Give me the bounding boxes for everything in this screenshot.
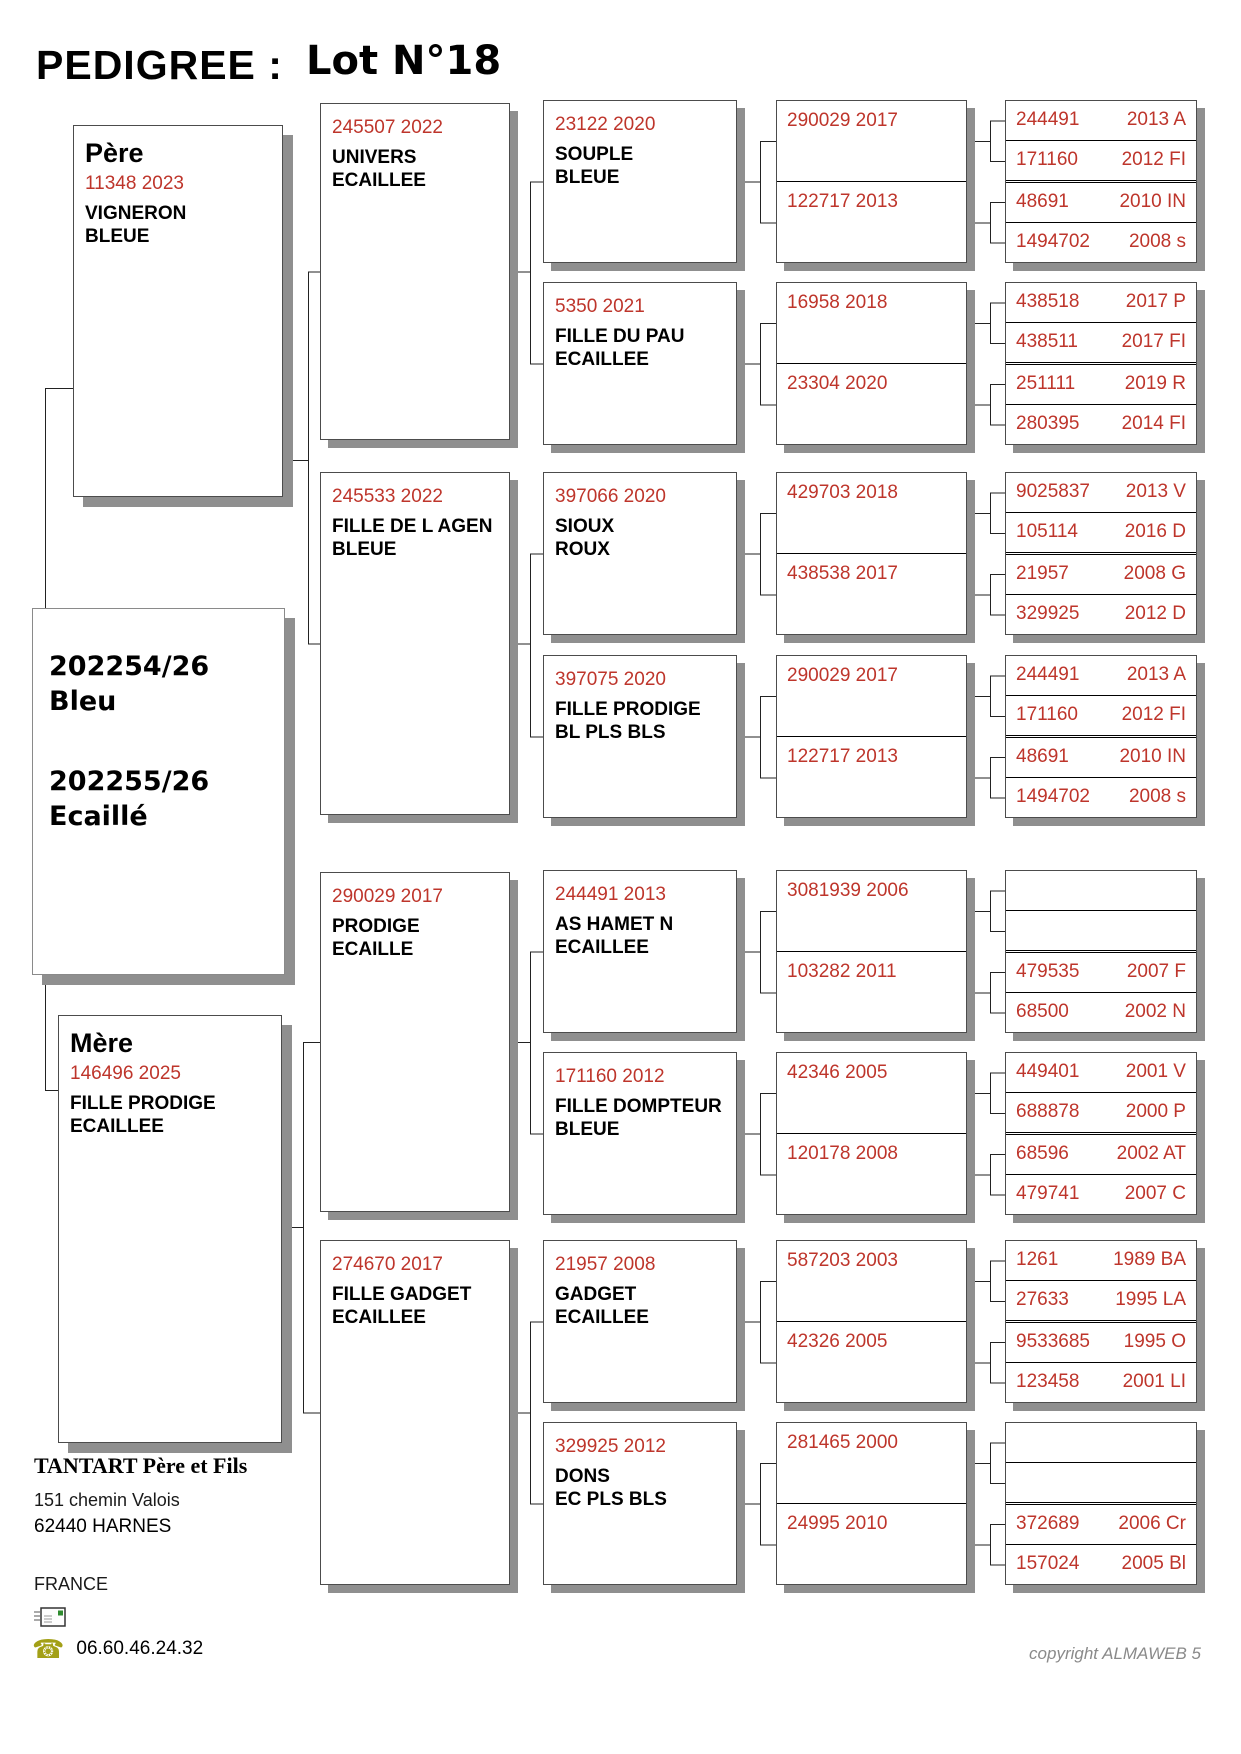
gen4-ancestor-cell xyxy=(777,1053,966,1134)
ring-number: 48691 xyxy=(1016,746,1069,767)
ring-number: 1494702 xyxy=(1016,231,1090,252)
ring-number: 157024 xyxy=(1016,1553,1080,1574)
ring-year-suffix: 2001 LI xyxy=(1122,1371,1186,1392)
ring-year-suffix: 2013 A xyxy=(1126,109,1186,130)
ring-number: 5350 2021 xyxy=(555,296,645,317)
ring-number: 1261 xyxy=(1016,1249,1059,1270)
ring-year-suffix: 2019 R xyxy=(1124,373,1186,394)
ring-number: 251111 xyxy=(1016,373,1076,394)
bird-name-line: UNIVERS xyxy=(332,147,417,168)
ring-number: 397075 2020 xyxy=(555,669,666,690)
ring-number: 122717 2013 xyxy=(787,745,898,767)
ring-year-suffix: 2001 V xyxy=(1125,1061,1186,1082)
gen2-ancestor-box xyxy=(320,103,510,440)
gen5-ancestor-row xyxy=(1006,778,1196,817)
ring-number: 245533 2022 xyxy=(332,486,443,507)
gen5-ancestor-row xyxy=(1006,1135,1196,1175)
gen5-ancestor-row xyxy=(1006,696,1196,738)
copyright-note: copyright ALMAWEB 5 xyxy=(1029,1644,1201,1663)
gen4-ancestor-cell xyxy=(777,364,966,445)
ring-number: 290029 2017 xyxy=(332,886,443,907)
gen5-ancestor-box xyxy=(1005,1422,1197,1585)
mother-box xyxy=(58,1015,282,1443)
gen4-ancestor-cell xyxy=(777,473,966,554)
gen4-ancestor-cell xyxy=(777,871,966,952)
gen4-ancestor-cell xyxy=(777,554,966,635)
gen4-ancestor-cell xyxy=(777,182,966,263)
ring-number: 280395 xyxy=(1016,413,1080,434)
ring-number: 244491 2013 xyxy=(555,884,666,905)
gen3-ancestor-box xyxy=(543,655,737,818)
ring-year-suffix: 2002 N xyxy=(1124,1001,1186,1022)
owner-country: FRANCE xyxy=(34,1574,109,1594)
subject-color: Ecaillé xyxy=(49,801,148,832)
ring-number: 290029 2017 xyxy=(787,110,898,131)
ring-year-suffix: 2013 V xyxy=(1125,481,1186,502)
gen5-ancestor-row xyxy=(1006,656,1196,696)
ring-year-suffix: 2008 s xyxy=(1128,231,1186,252)
gen2-ancestor-box xyxy=(320,472,510,815)
gen5-ancestor-row xyxy=(1006,1281,1196,1323)
ring-year-suffix: 2002 AT xyxy=(1116,1143,1186,1164)
gen5-ancestor-row xyxy=(1006,1463,1196,1505)
gen5-ancestor-row xyxy=(1006,911,1196,953)
gen4-ancestor-cell xyxy=(777,737,966,818)
ring-number: 120178 2008 xyxy=(787,1142,898,1164)
bird-name-line: ECAILLEE xyxy=(70,1116,164,1137)
gen5-ancestor-row xyxy=(1006,1323,1196,1363)
gen5-ancestor-row xyxy=(1006,1241,1196,1281)
ring-year-suffix: 2014 FI xyxy=(1121,413,1186,434)
ring-number: 274670 2017 xyxy=(332,1254,443,1275)
gen5-ancestor-row xyxy=(1006,365,1196,405)
bird-name-line: FILLE GADGET xyxy=(332,1284,472,1305)
ring-number: 9025837 xyxy=(1016,481,1090,502)
father-box xyxy=(73,125,283,497)
gen5-ancestor-row xyxy=(1006,141,1196,183)
bird-name xyxy=(332,515,498,561)
ring-year-suffix: 2013 A xyxy=(1126,664,1186,685)
ring-number: 105114 xyxy=(1016,521,1078,542)
ring-year-suffix: 2005 Bl xyxy=(1121,1553,1186,1574)
gen5-ancestor-box xyxy=(1005,472,1197,635)
owner-address-line2: 62440 HARNES xyxy=(34,1516,172,1537)
gen3-ancestor-box xyxy=(543,100,737,263)
gen5-ancestor-box xyxy=(1005,282,1197,445)
bird-name-line: BLEUE xyxy=(85,226,150,247)
bird-name-line: FILLE DU PAU xyxy=(555,326,685,347)
bird-name-line: GADGET xyxy=(555,1284,637,1305)
gen5-ancestor-row xyxy=(1006,323,1196,365)
gen5-ancestor-row xyxy=(1006,871,1196,911)
gen4-ancestor-cell xyxy=(777,952,966,1033)
bird-name xyxy=(332,1283,498,1329)
ring-number: 329925 2012 xyxy=(555,1436,666,1457)
bird-name xyxy=(555,913,725,959)
bird-name-line: ECAILLEE xyxy=(555,349,649,370)
ring-number: 122717 2013 xyxy=(787,190,898,212)
bird-name-line: ECAILLEE xyxy=(555,1307,649,1328)
gen4-ancestor-box xyxy=(776,1422,967,1585)
ring-number: 587203 2003 xyxy=(787,1250,898,1271)
gen4-ancestor-cell xyxy=(777,1322,966,1403)
ring-number: 171160 xyxy=(1016,149,1078,170)
gen5-ancestor-row xyxy=(1006,223,1196,262)
ring-number: 438538 2017 xyxy=(787,562,898,584)
ring-number: 171160 xyxy=(1016,704,1078,725)
mother-label: Mère xyxy=(70,1028,134,1058)
gen4-ancestor-cell xyxy=(777,1241,966,1322)
gen5-ancestor-row xyxy=(1006,1363,1196,1402)
ring-number: 68596 xyxy=(1016,1143,1069,1164)
bird-name-line: FILLE DE L AGEN xyxy=(332,516,493,537)
ring-year-suffix: 2017 FI xyxy=(1121,331,1186,352)
gen5-ancestor-row xyxy=(1006,283,1196,323)
gen5-ancestor-row xyxy=(1006,738,1196,778)
ring-year-suffix: 2000 P xyxy=(1125,1101,1186,1122)
bird-name-line: FILLE DOMPTEUR xyxy=(555,1096,722,1117)
gen5-ancestor-row xyxy=(1006,993,1196,1032)
gen2-ancestor-box xyxy=(320,872,510,1212)
bird-name-line: FILLE PRODIGE xyxy=(555,699,701,720)
bird-name-line: ECAILLEE xyxy=(332,1307,426,1328)
gen5-ancestor-box xyxy=(1005,655,1197,818)
ring-number: 479741 xyxy=(1016,1183,1080,1204)
gen4-ancestor-box xyxy=(776,870,967,1033)
gen5-ancestor-row xyxy=(1006,513,1196,555)
ring-number: 103282 2011 xyxy=(787,960,897,982)
gen5-ancestor-box xyxy=(1005,870,1197,1033)
bird-name-line: VIGNERON xyxy=(85,203,187,224)
ring-number: 21957 2008 xyxy=(555,1254,656,1275)
ring-number: 16958 2018 xyxy=(787,292,888,313)
bird-name xyxy=(332,915,498,961)
gen5-ancestor-box xyxy=(1005,1052,1197,1215)
bird-name-line: ROUX xyxy=(555,539,610,560)
gen5-ancestor-row xyxy=(1006,953,1196,993)
owner-name: TANTART Père et Fils xyxy=(34,1453,248,1478)
gen5-ancestor-row xyxy=(1006,1423,1196,1463)
owner-address-line1: 151 chemin Valois xyxy=(34,1490,180,1510)
ring-number: 171160 2012 xyxy=(555,1066,665,1087)
gen4-ancestor-box xyxy=(776,282,967,445)
ring-number: 42326 2005 xyxy=(787,1330,888,1352)
gen4-ancestor-box xyxy=(776,1240,967,1403)
ring-year-suffix: 2010 IN xyxy=(1119,191,1186,212)
subject-ring-number: 202255/26 xyxy=(49,766,210,797)
ring-year-suffix: 2007 F xyxy=(1126,961,1186,982)
gen4-ancestor-cell xyxy=(777,1504,966,1585)
bird-name-line: SOUPLE xyxy=(555,144,634,165)
gen5-ancestor-row xyxy=(1006,1053,1196,1093)
bird-name-line: BLEUE xyxy=(555,1119,620,1140)
ring-number: 9533685 xyxy=(1016,1331,1090,1352)
gen5-ancestor-row xyxy=(1006,101,1196,141)
ring-number: 11348 2023 xyxy=(85,173,184,194)
phone-icon: ☎ xyxy=(32,1634,65,1664)
gen3-ancestor-box xyxy=(543,1052,737,1215)
ring-year-suffix: 2017 P xyxy=(1125,291,1186,312)
father-label: Père xyxy=(85,138,144,168)
ring-year-suffix: 2010 IN xyxy=(1119,746,1186,767)
bird-name xyxy=(555,1095,725,1141)
gen3-ancestor-box xyxy=(543,1240,737,1403)
subject-box xyxy=(32,608,285,975)
bird-name-line: BL PLS BLS xyxy=(555,722,666,743)
ring-number: 688878 xyxy=(1016,1101,1080,1122)
ring-number: 438511 xyxy=(1016,331,1078,352)
gen5-ancestor-row xyxy=(1006,1093,1196,1135)
bird-name-line: SIOUX xyxy=(555,516,615,537)
ring-number: 244491 xyxy=(1016,664,1080,685)
ring-number: 146496 2025 xyxy=(70,1063,181,1084)
bird-name-line: FILLE PRODIGE xyxy=(70,1093,216,1114)
gen5-ancestor-row xyxy=(1006,595,1196,634)
ring-year-suffix: 2008 G xyxy=(1123,563,1186,584)
gen4-ancestor-box xyxy=(776,472,967,635)
ring-year-suffix: 1989 BA xyxy=(1113,1249,1186,1270)
gen4-ancestor-box xyxy=(776,100,967,263)
bird-name-line: AS HAMET N xyxy=(555,914,674,935)
bird-name-line: ECAILLEE xyxy=(555,937,649,958)
ring-number: 281465 2000 xyxy=(787,1432,898,1453)
gen5-ancestor-row xyxy=(1006,1545,1196,1584)
bird-name xyxy=(332,146,498,192)
ring-number: 329925 xyxy=(1016,603,1080,624)
gen3-ancestor-box xyxy=(543,282,737,445)
bird-name-line: EC PLS BLS xyxy=(555,1489,667,1510)
ring-year-suffix: 2007 C xyxy=(1124,1183,1186,1204)
ring-year-suffix: 2006 Cr xyxy=(1118,1513,1186,1534)
gen5-ancestor-row xyxy=(1006,183,1196,223)
ring-number: 429703 2018 xyxy=(787,482,898,503)
ring-number: 123458 xyxy=(1016,1371,1080,1392)
bird-name xyxy=(555,698,725,744)
ring-number: 3081939 2006 xyxy=(787,880,909,901)
bird-name xyxy=(555,325,725,371)
gen4-ancestor-box xyxy=(776,1052,967,1215)
ring-number: 24995 2010 xyxy=(787,1512,888,1534)
ring-year-suffix: 2008 s xyxy=(1128,786,1186,807)
bird-name xyxy=(555,515,725,561)
gen4-ancestor-cell xyxy=(777,656,966,737)
gen5-ancestor-row xyxy=(1006,1505,1196,1545)
gen5-ancestor-row xyxy=(1006,1175,1196,1214)
ring-number: 21957 xyxy=(1016,563,1069,584)
ring-number: 449401 xyxy=(1016,1061,1080,1082)
ring-year-suffix: 1995 LA xyxy=(1115,1289,1186,1310)
spacer xyxy=(49,719,284,764)
gen5-ancestor-row xyxy=(1006,555,1196,595)
bird-name-line: ECAILLEE xyxy=(332,170,426,191)
lot-number: Lot N°18 xyxy=(306,38,502,84)
ring-number: 372689 xyxy=(1016,1513,1080,1534)
ring-number: 27633 xyxy=(1016,1289,1069,1310)
ring-number: 23304 2020 xyxy=(787,372,888,394)
ring-number: 479535 xyxy=(1016,961,1080,982)
gen4-ancestor-cell xyxy=(777,283,966,364)
ring-year-suffix: 2012 D xyxy=(1124,603,1186,624)
bird-name-line: BLEUE xyxy=(332,539,397,560)
subject-color: Bleu xyxy=(49,686,117,717)
bird-name-line: ECAILLE xyxy=(332,939,414,960)
gen5-ancestor-row xyxy=(1006,473,1196,513)
ring-year-suffix: 2016 D xyxy=(1124,521,1186,542)
ring-number: 244491 xyxy=(1016,109,1080,130)
gen5-ancestor-box xyxy=(1005,1240,1197,1403)
ring-number: 438518 xyxy=(1016,291,1080,312)
gen3-ancestor-box xyxy=(543,1422,737,1585)
gen5-ancestor-box xyxy=(1005,100,1197,263)
bird-name-line: PRODIGE xyxy=(332,916,420,937)
pedigree-label: PEDIGREE : xyxy=(36,42,283,88)
ring-year-suffix: 2012 FI xyxy=(1121,149,1186,170)
gen5-ancestor-row xyxy=(1006,405,1196,444)
ring-number: 245507 2022 xyxy=(332,117,443,138)
bird-name xyxy=(555,1465,725,1511)
ring-number: 290029 2017 xyxy=(787,665,898,686)
bird-name-line: BLEUE xyxy=(555,167,620,188)
ring-number: 397066 2020 xyxy=(555,486,666,507)
ring-number: 48691 xyxy=(1016,191,1069,212)
gen2-ancestor-box xyxy=(320,1240,510,1585)
ring-number: 42346 2005 xyxy=(787,1062,888,1083)
gen4-ancestor-box xyxy=(776,655,967,818)
gen3-ancestor-box xyxy=(543,870,737,1033)
gen4-ancestor-cell xyxy=(777,1134,966,1215)
ring-number: 1494702 xyxy=(1016,786,1090,807)
gen4-ancestor-cell xyxy=(777,1423,966,1504)
subject-ring-number: 202254/26 xyxy=(49,651,210,682)
bird-name-line: DONS xyxy=(555,1466,610,1487)
ring-year-suffix: 2012 FI xyxy=(1121,704,1186,725)
phone-number: 06.60.46.24.32 xyxy=(76,1638,204,1659)
bird-name xyxy=(555,1283,725,1329)
ring-year-suffix: 1995 O xyxy=(1123,1331,1186,1352)
gen3-ancestor-box xyxy=(543,472,737,635)
gen4-ancestor-cell xyxy=(777,101,966,182)
ring-number: 23122 2020 xyxy=(555,114,656,135)
bird-name xyxy=(555,143,725,189)
ring-number: 68500 xyxy=(1016,1001,1069,1022)
